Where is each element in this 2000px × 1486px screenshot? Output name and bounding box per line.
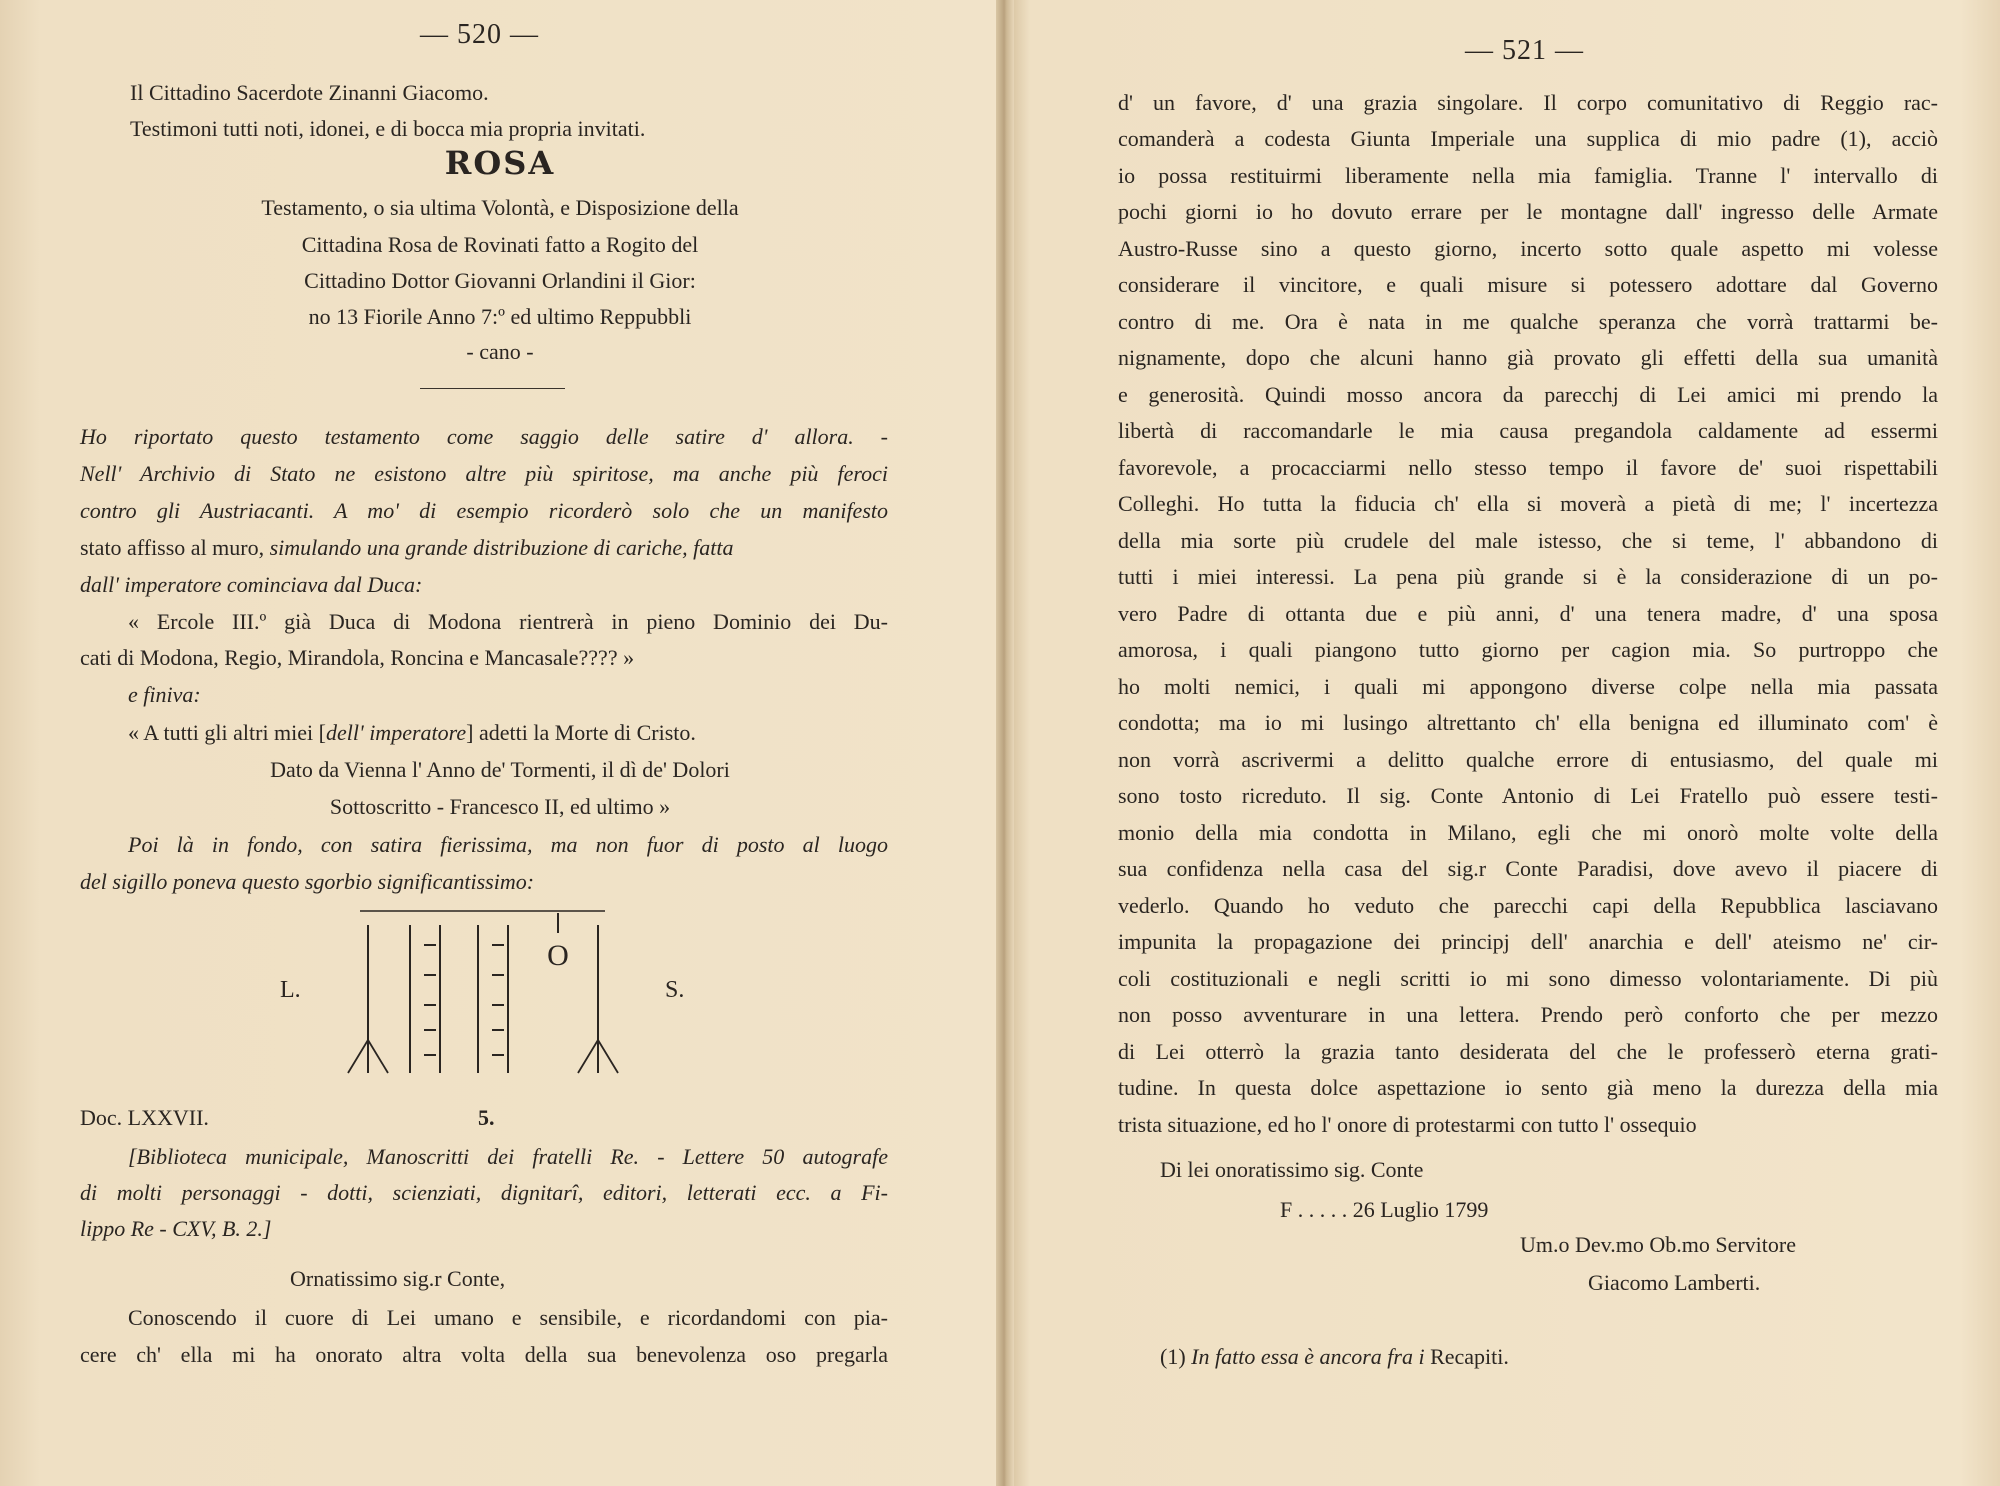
- letter-line: della mia sorte più crudele del male istesso, che si teme, l' abbandono di: [1118, 528, 1938, 553]
- citation-line: lippo Re - CXV, B. 2.]: [80, 1216, 272, 1241]
- letter-line: non posso avventurare in una lettera. Prendo però conforto che per mezzo: [1118, 1002, 1938, 1027]
- letter-closing: Di lei onoratissimo sig. Conte: [1160, 1157, 1424, 1182]
- seal-leg: [348, 1040, 368, 1073]
- letter-line: considerare il vincitore, e quali misure si potessero adottare dal Governo: [1118, 272, 1938, 297]
- seal-leg: [598, 1040, 618, 1073]
- letter-line: non vorrà ascrivermi a delitto qualche errore di entusiasmo, del quale mi: [1118, 747, 1938, 772]
- citation-line: [Biblioteca municipale, Manoscritti dei fratelli Re. - Lettere 50 autografe: [128, 1144, 888, 1169]
- letter-line: tudine. In questa dolce aspettazione io sento già meno la durezza della mia: [1118, 1075, 1938, 1100]
- letter-line: condotta; ma io mi lusingo altrettanto ch' ella benigna ed illuminato com' è: [1118, 710, 1938, 735]
- seal-leg: [578, 1040, 598, 1073]
- quote-text: ] adetti la Morte di Cristo.: [466, 720, 696, 745]
- commentary-line: Nell' Archivio di Stato ne esistono altre più spiritose, ma anche più feroci: [80, 461, 888, 486]
- title-line: no 13 Fiorile Anno 7:º ed ultimo Reppubbli: [308, 304, 692, 329]
- letter-line: Conoscendo il cuore di Lei umano e sensibile, e ricordandomi con pia-: [128, 1305, 888, 1330]
- quote-line: cati di Modona, Regio, Mirandola, Roncina e Mancasale???? »: [80, 645, 635, 670]
- seal-sketch: [260, 905, 720, 1090]
- commentary-line: e finiva:: [128, 682, 201, 707]
- letter-line: favorevole, a procacciarmi nello stesso tempo il favore de' suoi rispettabili: [1118, 455, 1938, 480]
- letter-line: vero Padre di ottanta due e più anni, d' una tenera madre, d' una sposa: [1118, 601, 1938, 626]
- page-number: — 521 —: [1465, 35, 1584, 66]
- seal-letter-left: L.: [280, 977, 301, 1003]
- letter-line: di Lei otterrò la grazia tanto desiderata del che le professerò eterna grati-: [1118, 1039, 1938, 1064]
- letter-line: d' un favore, d' una grazia singolare. Il corpo comunitativo di Reggio rac-: [1118, 90, 1938, 115]
- commentary-line: contro gli Austriacanti. A mo' di esempio ricorderò solo che un manifesto: [80, 498, 888, 523]
- letter-line: contro di me. Ora è nata in me qualche speranza che vorrà trattarmi be-: [1118, 309, 1938, 334]
- letter-line: tutti i miei interessi. La pena più grande si è la considerazione di un po-: [1118, 564, 1938, 589]
- letter-line: Austro-Russe sino a questo giorno, incerto sotto quale aspetto mi volesse: [1118, 236, 1938, 261]
- title-line: Testamento, o sia ultima Volontà, e Disposizione della: [261, 195, 739, 220]
- footnote: [1160, 1342, 1509, 1372]
- text-line: Il Cittadino Sacerdote Zinanni Giacomo.: [130, 80, 489, 105]
- commentary-line: Ho riportato questo testamento come saggio delle satire d' allora. -: [80, 424, 888, 449]
- quote-italic: dell' imperatore: [326, 720, 467, 745]
- doc-label: Doc. LXXVII.: [80, 1105, 209, 1130]
- letter-line: pochi giorni io ho dovuto errare per le montagne dall' ingresso delle Armate: [1118, 199, 1938, 224]
- commentary-italic: simulando una grande distribuzione di cariche, fatta: [269, 535, 734, 560]
- title-line: Cittadino Dottor Giovanni Orlandini il Gior:: [304, 268, 696, 293]
- seal-rungs: [424, 945, 504, 1055]
- commentary-line: dall' imperatore cominciava dal Duca:: [80, 572, 423, 597]
- commentary-line: Poi là in fondo, con satira fierissima, ma non fuor di posto al luogo: [128, 832, 888, 857]
- commentary-line: del sigillo poneva questo sgorbio significantissimo:: [80, 869, 535, 894]
- text-line: Testimoni tutti noti, idonei, e di bocca mia propria invitati.: [130, 116, 646, 141]
- quote-line: Dato da Vienna l' Anno de' Tormenti, il dì de' Dolori: [270, 757, 730, 782]
- letter-line: sua confidenza nella casa del sig.r Conte Paradisi, dove avevo il piacere di: [1118, 856, 1938, 881]
- quote-line: Sottoscritto - Francesco II, ed ultimo »: [329, 794, 671, 819]
- seal-ring: O: [547, 939, 569, 972]
- letter-signature: Giacomo Lamberti.: [1588, 1270, 1761, 1295]
- seal-letter-right: S.: [665, 977, 685, 1003]
- footnote-marker: (1): [1160, 1344, 1186, 1369]
- letter-line: nignamente, dopo che alcuni hanno già provato gli effetti della sua umanità: [1118, 345, 1938, 370]
- letter-line: trista situazione, ed ho l' onore di protestarmi con tutto l' ossequio: [1118, 1112, 1697, 1137]
- letter-line: impunita la propagazione dei principj dell' anarchia e dell' ateismo ne' cir-: [1118, 929, 1938, 954]
- letter-salutation: Ornatissimo sig.r Conte,: [290, 1266, 506, 1291]
- citation-line: di molti personaggi - dotti, scienziati, dignitarî, editori, letterati ecc. a Fi-: [80, 1180, 888, 1205]
- quote-line: [128, 718, 696, 748]
- title-line: - cano -: [466, 339, 534, 364]
- footnote-text: Recapiti.: [1430, 1344, 1509, 1369]
- footnote-italic: In fatto essa è ancora fra i: [1191, 1344, 1425, 1369]
- letter-line: Colleghi. Ho tutta la fiducia ch' ella si moverà a pietà di me; l' incertezza: [1118, 491, 1938, 516]
- letter-line: sono tosto ricreduto. Il sig. Conte Antonio di Lei Fratello può essere testi-: [1118, 783, 1938, 808]
- letter-line: monio della mia condotta in Milano, egli che mi onorò molte volte della: [1118, 820, 1938, 845]
- letter-line: ho molti nemici, i quali mi appongono diverse colpe nella mia passata: [1118, 674, 1938, 699]
- letter-line: cere ch' ella mi ha onorato altra volta della sua benevolenza oso pregarla: [80, 1342, 888, 1367]
- letter-line: amorosa, i quali piangono tutto giorno per cagion mia. So purtroppo che: [1118, 637, 1938, 662]
- right-page: [1010, 0, 2000, 1486]
- separator-rule: [420, 388, 565, 389]
- title-line: Cittadina Rosa de Rovinati fatto a Rogito del: [301, 232, 699, 257]
- letter-line: io possa restituirmi liberamente nella mia famiglia. Tranne l' intervallo di: [1118, 163, 1938, 188]
- commentary-roman: stato affisso al muro,: [80, 535, 270, 560]
- quote-text: « A tutti gli altri miei [: [128, 720, 326, 745]
- doc-number: 5.: [478, 1105, 495, 1130]
- commentary-line: [80, 533, 888, 563]
- letter-line: comanderà a codesta Giunta Imperiale una supplica di mio padre (1), acciò: [1118, 126, 1938, 151]
- letter-line: coli costituzionali e negli scritti io mi sono dimesso volontariamente. Di più: [1118, 966, 1938, 991]
- quote-line: « Ercole III.º già Duca di Modona rientrerà in pieno Dominio dei Du-: [128, 609, 888, 634]
- letter-line: libertà di raccomandarle le mia causa pregandola caldamente ad essermi: [1118, 418, 1938, 443]
- letter-line: e generosità. Quindi mosso ancora da parecchj di Lei amici mi prendo la: [1118, 382, 1938, 407]
- seal-leg: [368, 1040, 388, 1073]
- letter-line: vederlo. Quando ho veduto che parecchi capi della Repubblica lasciavano: [1118, 893, 1938, 918]
- letter-date: F . . . . . 26 Luglio 1799: [1280, 1197, 1489, 1222]
- section-title: ROSA: [444, 144, 556, 182]
- page-number: — 520 —: [420, 19, 539, 50]
- letter-closing: Um.o Dev.mo Ob.mo Servitore: [1520, 1232, 1796, 1257]
